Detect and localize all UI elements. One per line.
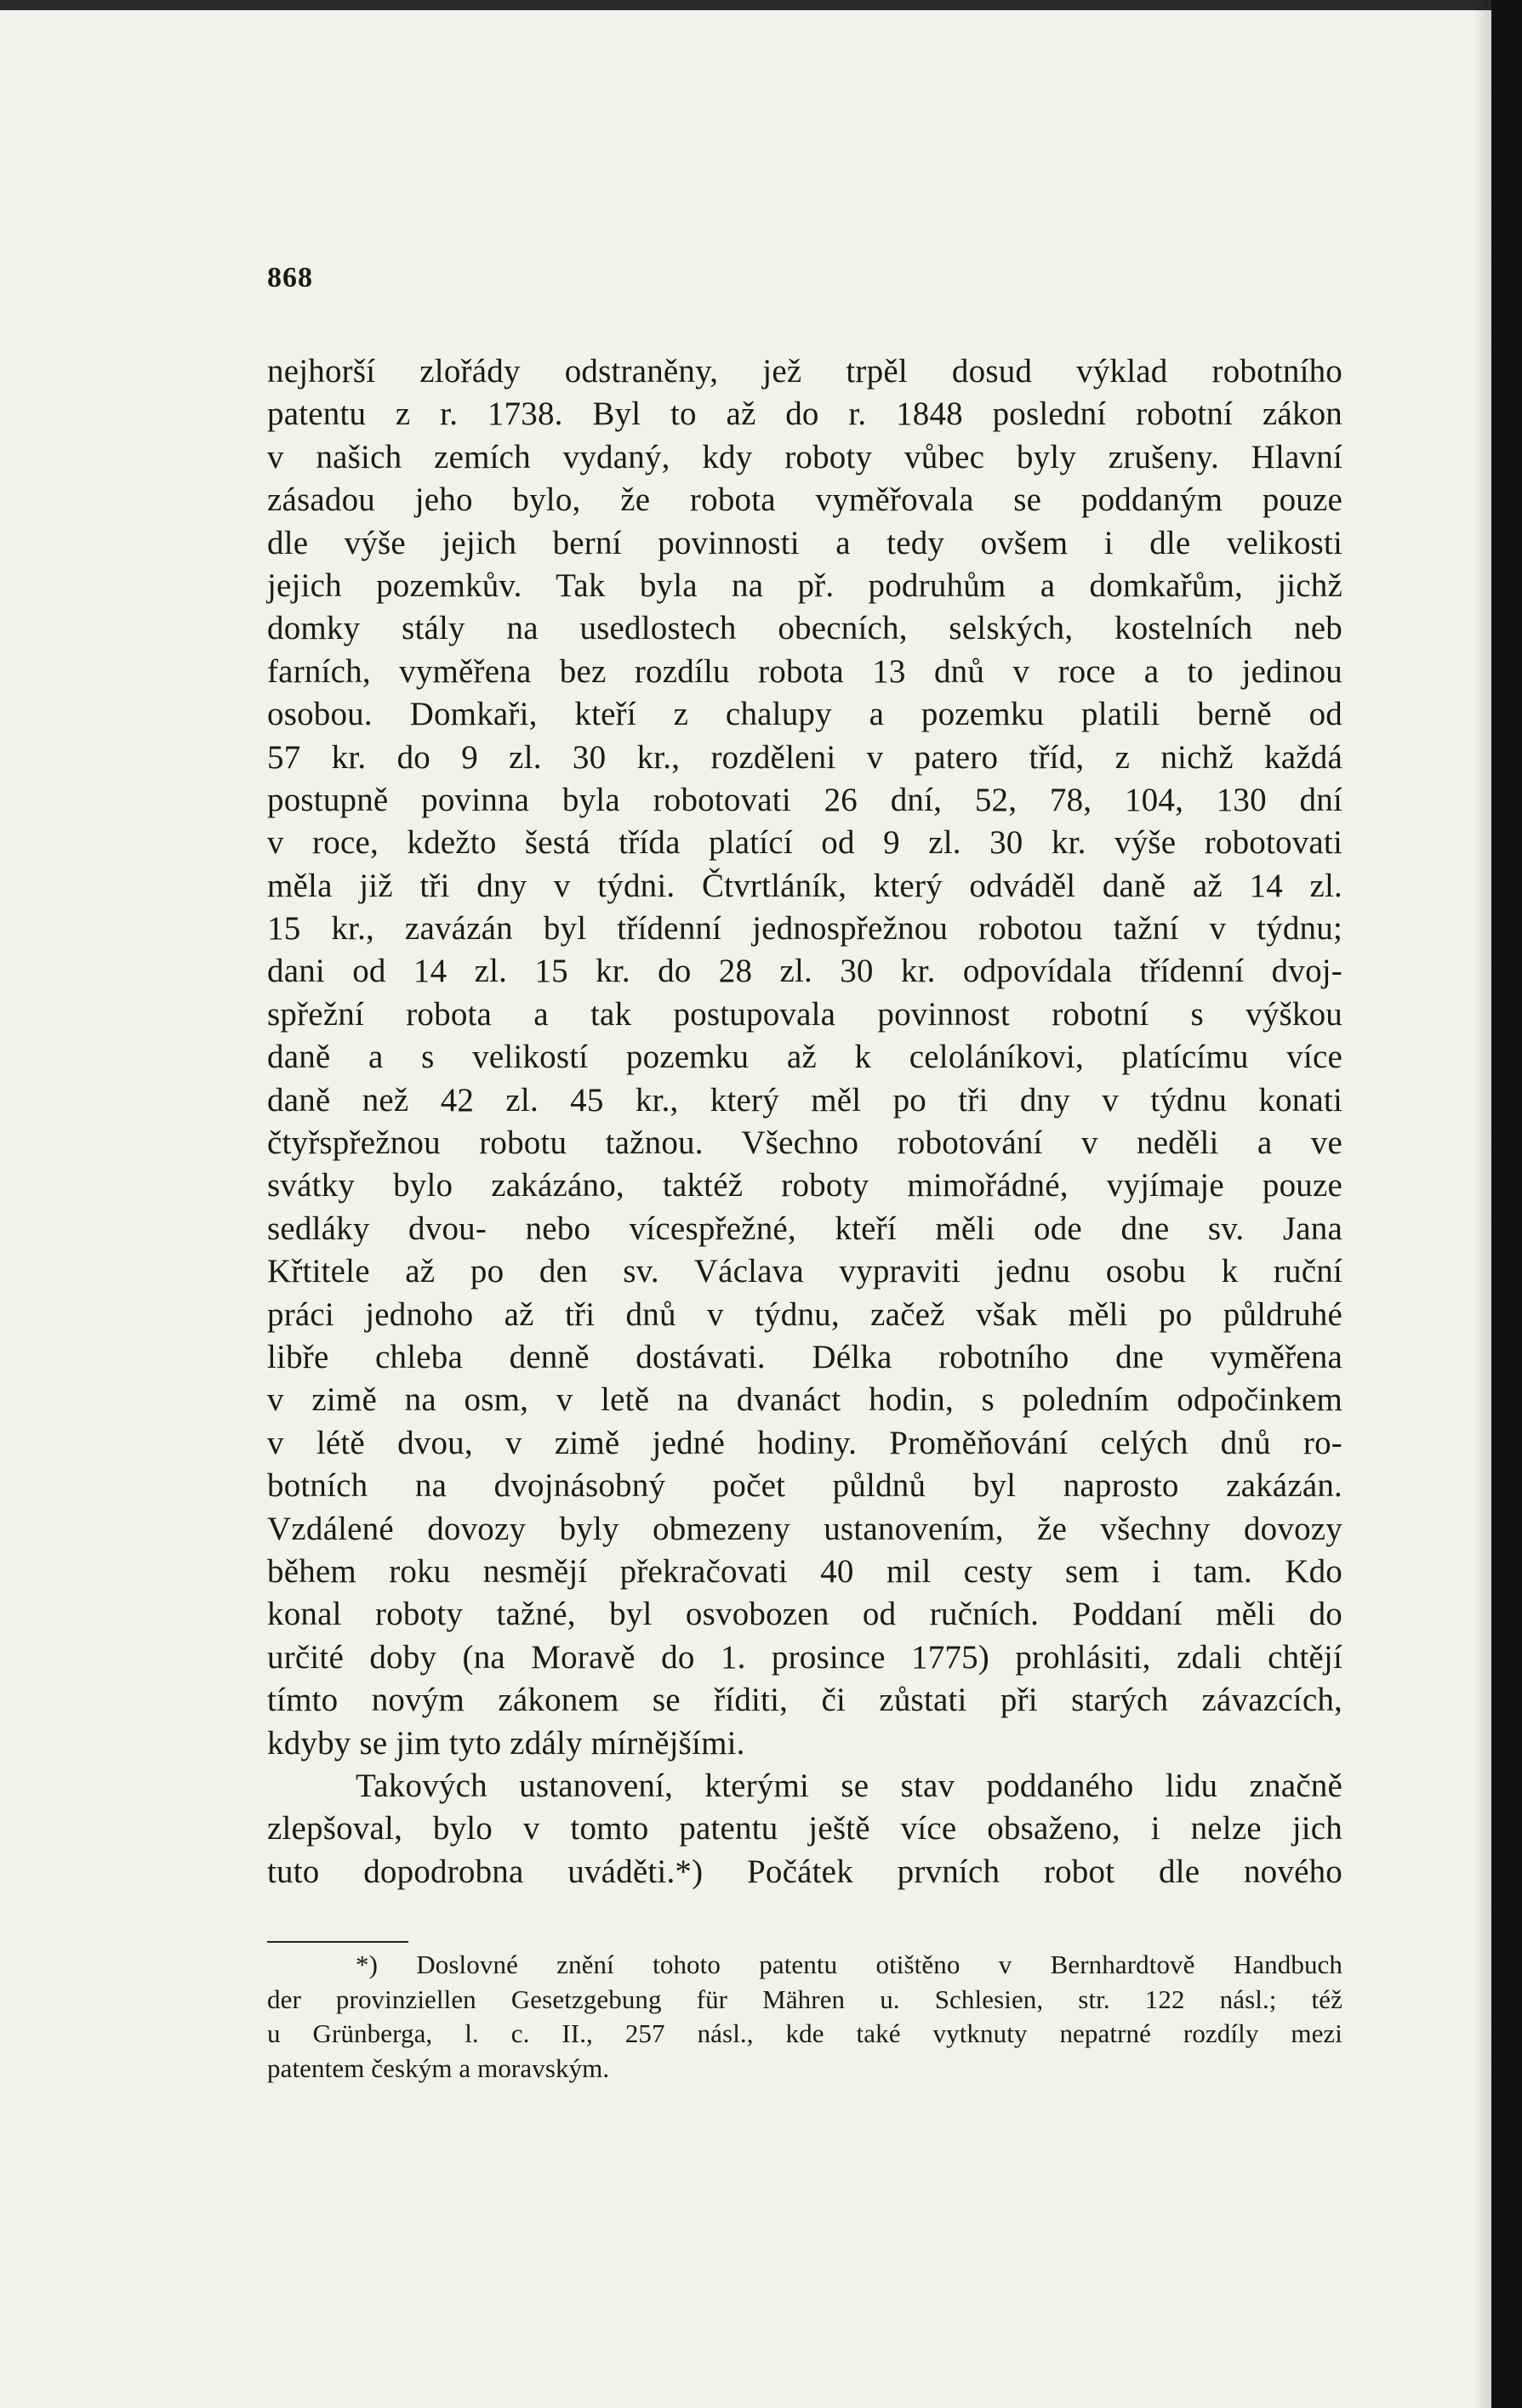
- body-line: Křtitele až po den sv. Václava vypraviti jednu osobu k ruční: [267, 1253, 1342, 1290]
- body-line: daně než 42 zl. 45 kr., který měl po tři dny v týdnu konati: [267, 1081, 1342, 1119]
- footnote-line: patentem českým a moravským.: [267, 2052, 610, 2083]
- body-line: v zimě na osm, v letě na dvanáct hodin, s poledním odpočinkem: [267, 1381, 1342, 1419]
- body-line: domky stály na usedlostech obecních, selských, kostelních neb: [267, 610, 1342, 647]
- scan-page-shadow: [1473, 0, 1491, 2408]
- body-line: tímto novým zákonem se říditi, či zůstati při starých závazcích,: [267, 1682, 1342, 1719]
- body-line: libře chleba denně dostávati. Délka robotního dne vyměřena: [267, 1338, 1342, 1375]
- body-line: měla již tři dny v týdni. Čtvrtláník, který odváděl daně až 14 zl.: [267, 867, 1342, 904]
- body-line: farních, vyměřena bez rozdílu robota 13 dnů v roce a to jedinou: [267, 652, 1342, 690]
- body-line: jejich pozemkův. Tak byla na př. podruhům a domkařům, jichž: [267, 566, 1342, 604]
- footnote-divider: [267, 1941, 408, 1943]
- body-line: práci jednoho až tři dnů v týdnu, začež však měli po půldruhé: [267, 1295, 1342, 1333]
- footnote-line: *) Doslovné znění tohoto patentu otištěno v Bernhardtově Handbuch: [356, 1950, 1342, 1979]
- body-line: v létě dvou, v zimě jedné hodiny. Proměňování celých dnů ro-: [267, 1424, 1342, 1461]
- body-line: Takových ustanovení, kterými se stav poddaného lidu značně: [356, 1767, 1342, 1804]
- body-line: nejhorší zlořády odstraněny, jež trpěl dosud výklad robotního: [267, 353, 1342, 390]
- body-line: daně a s velikostí pozemku až k celoláníkovi, platícímu více: [267, 1039, 1342, 1076]
- footnote: [267, 1948, 1342, 2086]
- body-line: určité doby (na Moravě do 1. prosince 1775) prohlásiti, zdali chtějí: [267, 1638, 1342, 1676]
- body-line: během roku nesmějí překračovati 40 mil cesty sem i tam. Kdo: [267, 1552, 1342, 1590]
- body-line: osobou. Domkaři, kteří z chalupy a pozemku platili berně od: [267, 696, 1342, 733]
- body-line: čtyřspřežnou robotu tažnou. Všechno robotování v neděli a ve: [267, 1124, 1342, 1162]
- body-line: kdyby se jim tyto zdály mírnějšími.: [267, 1724, 745, 1762]
- body-line: svátky bylo zakázáno, taktéž roboty mimořádné, vyjímaje pouze: [267, 1167, 1342, 1204]
- page-number: 868: [267, 262, 313, 293]
- body-line: zlepšoval, bylo v tomto patentu ještě více obsaženo, i nelze jich: [267, 1810, 1342, 1847]
- body-line: 57 kr. do 9 zl. 30 kr., rozděleni v patero tříd, z nichž každá: [267, 738, 1342, 776]
- body-line: sedláky dvou- nebo vícespřežné, kteří měli ode dne sv. Jana: [267, 1210, 1342, 1247]
- body-line: dle výše jejich berní povinnosti a tedy ovšem i dle velikosti: [267, 524, 1342, 561]
- body-line: Vzdálené dovozy byly obmezeny ustanovením, že všechny dovozy: [267, 1510, 1342, 1547]
- body-line: 15 kr., zavázán byl třídenní jednospřežnou robotou tažní v týdnu;: [267, 910, 1342, 948]
- scan-top-edge: [0, 0, 1522, 10]
- footnote-line: der provinziellen Gesetzgebung für Mähren u. Schlesien, str. 122 násl.; též: [267, 1984, 1342, 2014]
- body-line: v našich zemích vydaný, kdy roboty vůbec byly zrušeny. Hlavní: [267, 438, 1342, 475]
- body-line: postupně povinna byla robotovati 26 dní, 52, 78, 104, 130 dní: [267, 781, 1342, 818]
- footnote-line: u Grünberga, l. c. II., 257 násl., kde také vytknuty nepatrné rozdíly mezi: [267, 2018, 1342, 2048]
- body-line: zásadou jeho bylo, že robota vyměřovala se poddaným pouze: [267, 481, 1342, 519]
- body-line: spřežní robota a tak postupovala povinnost robotní s výškou: [267, 995, 1342, 1033]
- body-line: konal roboty tažné, byl osvobozen od ručních. Poddaní měli do: [267, 1596, 1342, 1633]
- scan-right-edge: [1491, 0, 1522, 2408]
- body-line: tuto dopodrobna uváděti.*) Počátek prvních robot dle nového: [267, 1853, 1342, 1890]
- body-text: [267, 350, 1342, 1893]
- body-line: v roce, kdežto šestá třída platící od 9 zl. 30 kr. výše robotovati: [267, 824, 1342, 862]
- body-line: botních na dvojnásobný počet půldnů byl naprosto zakázán.: [267, 1467, 1342, 1505]
- body-line: patentu z r. 1738. Byl to až do r. 1848 poslední robotní zákon: [267, 396, 1342, 433]
- body-line: dani od 14 zl. 15 kr. do 28 zl. 30 kr. odpovídala třídenní dvoj-: [267, 953, 1342, 990]
